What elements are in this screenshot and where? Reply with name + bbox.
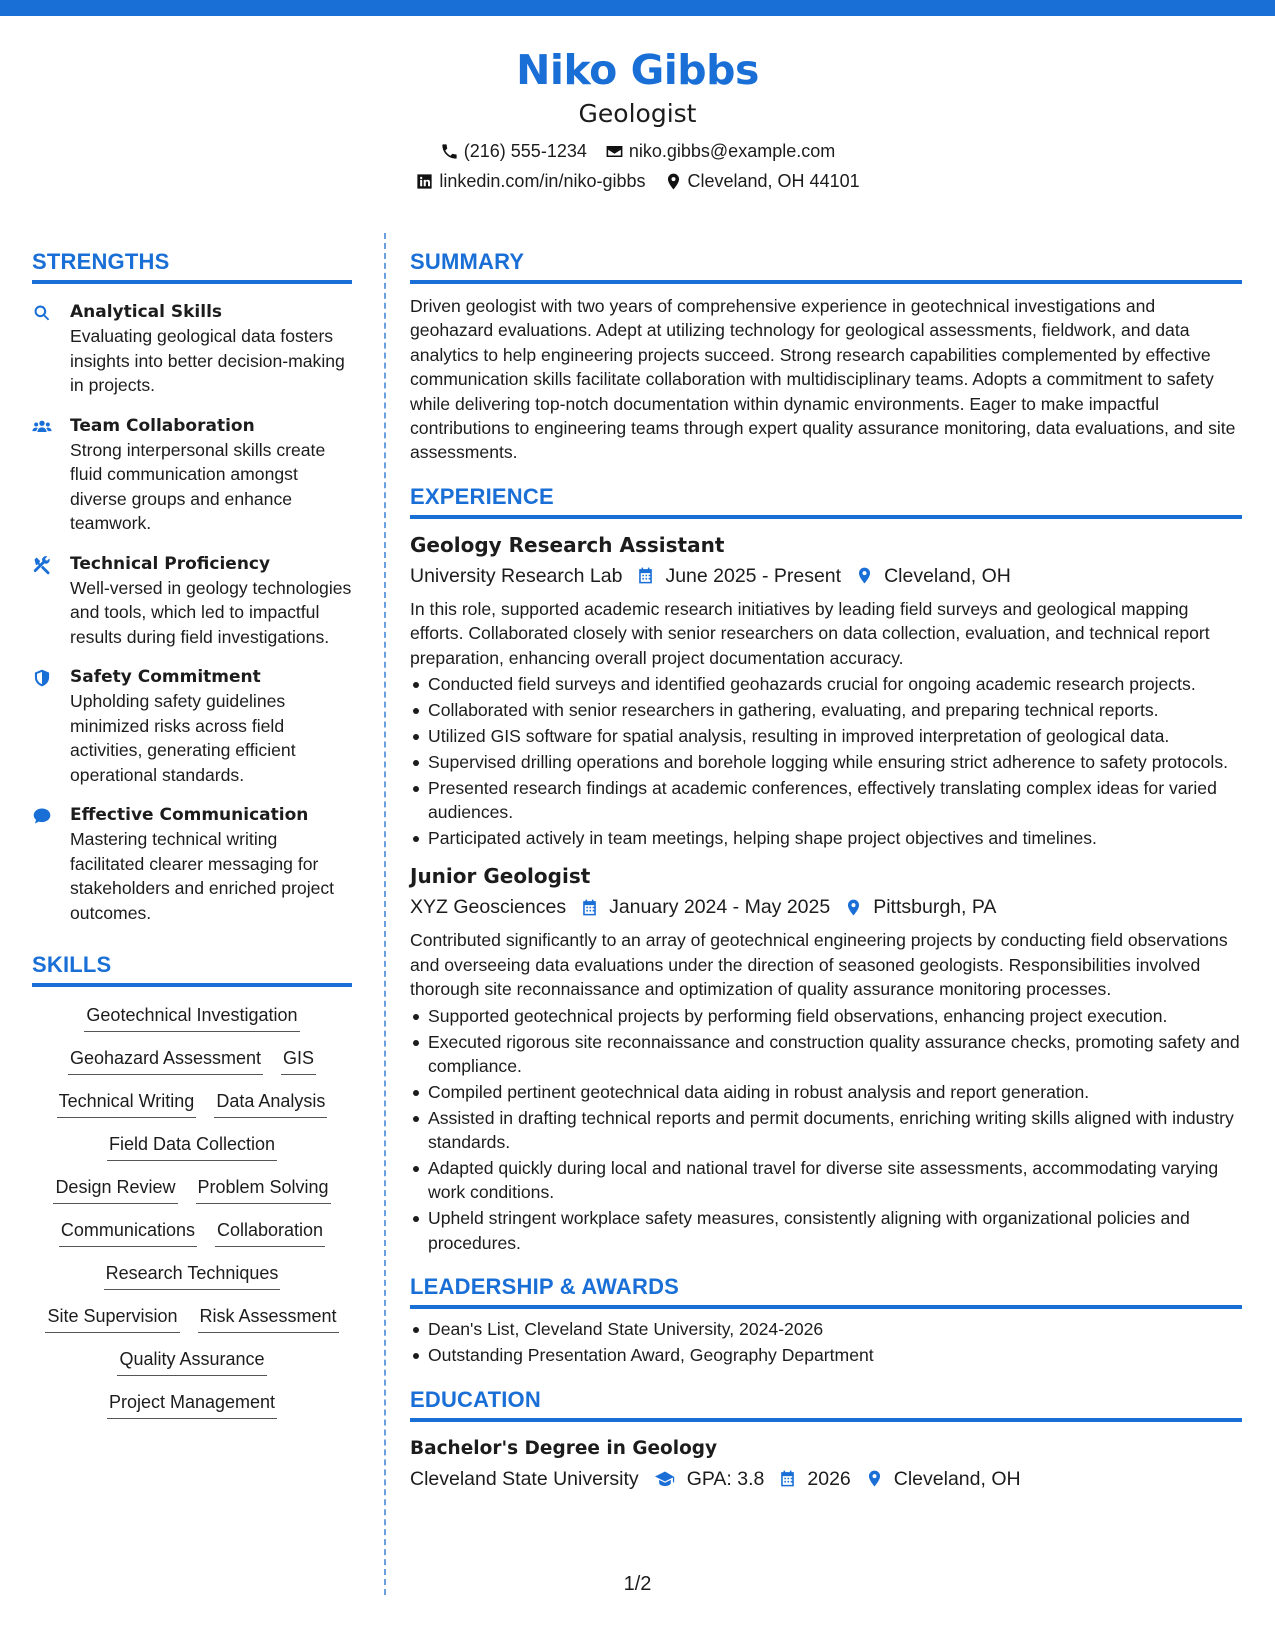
strength-title: Safety Commitment (70, 667, 261, 687)
job-description: In this role, supported academic research initiatives by leading field surveys and geological mapping efforts. Collaborated closely with senior researchers on data collection, evaluation, and technical report preparation, enhancing overall project documentation accuracy. (410, 598, 1210, 668)
calendar-icon (778, 1469, 797, 1488)
skill-tag: Field Data Collection (107, 1132, 277, 1161)
gpa (653, 1464, 765, 1494)
leadership-heading: LEADERSHIP & AWARDS (410, 1273, 1242, 1309)
users-icon (32, 417, 52, 437)
map-pin-icon (855, 566, 874, 585)
strength-item (32, 803, 352, 925)
linkedin-contact[interactable] (415, 166, 645, 196)
list-item: Presented research findings at academic conferences, effectively translating complex ideas for varied audiences. (410, 776, 1242, 825)
degree-title: Bachelor's Degree in Geology (410, 1437, 718, 1459)
list-item: Assisted in drafting technical reports and permit documents, enriching writing skills aligned with industry standards. (410, 1106, 1242, 1155)
list-item: Executed rigorous site reconnaissance and construction quality assurance checks, promoting safety and compliance. (410, 1030, 1242, 1079)
skill-tag: Geohazard Assessment (68, 1046, 263, 1075)
skill-row (45, 1304, 338, 1333)
job-bullets (410, 672, 1242, 850)
phone-text: (216) 555-1234 (463, 141, 587, 161)
skill-tag: Project Management (107, 1390, 277, 1419)
skill-row (107, 1390, 277, 1419)
shield-icon (32, 668, 52, 688)
strength-title: Technical Proficiency (70, 553, 271, 574)
strength-item (32, 414, 352, 536)
job-meta (410, 561, 1242, 591)
list-item: Supervised drilling operations and borehole logging while ensuring strict adherence to safety protocols. (410, 750, 1242, 774)
job-entry (410, 862, 1242, 1255)
skill-tag: Data Analysis (214, 1089, 327, 1118)
column-divider (384, 233, 386, 1595)
skills-list (32, 997, 352, 1419)
strength-desc: Evaluating geological data fosters insights into better decision-making in projects. (70, 326, 345, 395)
strength-desc: Upholding safety guidelines minimized risks across field activities, generating efficient operational standards. (70, 691, 296, 785)
tools-icon (32, 555, 52, 575)
job-dates-text: June 2025 - Present (665, 564, 842, 587)
job-location (855, 561, 1011, 591)
skill-tag: Technical Writing (57, 1089, 197, 1118)
skill-tag: Quality Assurance (117, 1347, 266, 1376)
job-description: Contributed significantly to an array of geotechnical engineering projects by conducting field observations and overseeing data evaluations under the direction of seasoned geologists. Responsibilities involved thorough site reconnaissance and optimization of quality assurance monitoring processes. (410, 930, 1228, 1000)
leadership-list (410, 1317, 1242, 1367)
job-bullets (410, 1004, 1242, 1256)
email-contact[interactable] (605, 136, 835, 166)
skill-tag: Problem Solving (196, 1175, 331, 1204)
school-name: Cleveland State University (410, 1467, 639, 1490)
job-org: University Research Lab (410, 564, 623, 587)
skill-row (84, 1003, 299, 1032)
job-entry (410, 531, 1242, 851)
map-pin-icon (865, 1469, 884, 1488)
skills-heading: SKILLS (32, 951, 352, 987)
candidate-role: Geologist (578, 99, 697, 128)
school-location-text: Cleveland, OH (893, 1467, 1021, 1490)
experience-heading: EXPERIENCE (410, 483, 1242, 519)
candidate-name: Niko Gibbs (516, 46, 759, 94)
map-pin-icon (664, 172, 683, 191)
strength-title: Team Collaboration (70, 415, 255, 436)
education-heading: EDUCATION (410, 1386, 1242, 1422)
list-item: Supported geotechnical projects by performing field observations, enhancing project execution. (410, 1004, 1242, 1028)
skill-tag: Communications (59, 1218, 197, 1247)
strength-title: Effective Communication (70, 805, 309, 825)
graduation-year-text: 2026 (807, 1467, 851, 1490)
skill-tag: Geotechnical Investigation (84, 1003, 299, 1032)
list-item: Compiled pertinent geotechnical data aiding in robust analysis and report generation. (410, 1080, 1242, 1104)
education-meta (410, 1464, 1242, 1494)
phone-icon (440, 142, 459, 161)
skill-tag: GIS (281, 1046, 316, 1075)
skill-row (57, 1089, 328, 1118)
linkedin-text[interactable]: linkedin.com/in/niko-gibbs (439, 171, 646, 191)
skill-row (68, 1046, 316, 1075)
strength-item (32, 665, 352, 787)
right-column (410, 248, 1242, 1494)
skill-row (59, 1218, 325, 1247)
strength-title: Analytical Skills (70, 302, 223, 322)
left-column (32, 248, 352, 1419)
skill-tag: Design Review (53, 1175, 177, 1204)
skill-tag: Site Supervision (45, 1304, 179, 1333)
location-text: Cleveland, OH 44101 (687, 171, 860, 191)
strength-desc: Mastering technical writing facilitated clearer messaging for stakeholders and enriched project outcomes. (70, 829, 335, 923)
list-item: Collaborated with senior researchers in gathering, evaluating, and preparing technical reports. (410, 698, 1242, 722)
skill-tag: Collaboration (215, 1218, 325, 1247)
list-item: Utilized GIS software for spatial analysis, resulting in improved interpretation of geological data. (410, 724, 1242, 748)
job-dates-text: January 2024 - May 2025 (609, 896, 831, 919)
job-dates (580, 892, 830, 922)
strength-item (32, 300, 352, 398)
location-contact (664, 166, 860, 196)
skill-tag: Risk Assessment (198, 1304, 339, 1333)
gpa-text: GPA: 3.8 (686, 1467, 765, 1490)
page-number: 1/2 (623, 1573, 652, 1595)
summary-heading: SUMMARY (410, 248, 1242, 284)
strength-desc: Well-versed in geology technologies and tools, which led to impactful results during field investigations. (70, 577, 352, 647)
contact-row-1 (0, 136, 1275, 166)
graduation-cap-icon (653, 1469, 677, 1489)
job-org: XYZ Geosciences (410, 896, 567, 919)
linkedin-icon (415, 172, 434, 191)
calendar-icon (580, 898, 599, 917)
list-item: Participated actively in team meetings, helping shape project objectives and timelines. (410, 826, 1242, 850)
envelope-icon (605, 142, 624, 161)
strength-item (32, 552, 352, 650)
list-item: Conducted field surveys and identified geohazards crucial for ongoing academic research projects. (410, 672, 1242, 696)
skill-row (107, 1132, 277, 1161)
resume-header (0, 42, 1275, 196)
strength-desc: Strong interpersonal skills create fluid communication amongst diverse groups and enhance teamwork. (70, 439, 326, 533)
map-pin-icon (844, 898, 863, 917)
email-text[interactable]: niko.gibbs@example.com (628, 141, 836, 161)
list-item: Adapted quickly during local and national travel for diverse site assessments, accommodating varying work conditions. (410, 1156, 1242, 1205)
summary-text: Driven geologist with two years of comprehensive experience in geotechnical investigations and geohazard evaluations. Adept at utilizing technology for geological assessments, fieldwork, and data analytics to help engineering projects succeed. Strong research capabilities complemented by effective communication skills facilitate collaboration with multidisciplinary teams. Adopts a commitment to safety while delivering top-notch documentation within dynamic environments. Eager to make impactful contributions to engineering teams through expert quality assurance monitoring, data evaluations, and site assessments. (410, 296, 1236, 463)
strengths-heading: STRENGTHS (32, 248, 352, 284)
skill-row (104, 1261, 281, 1290)
list-item: Dean's List, Cleveland State University, 2024-2026 (410, 1317, 1242, 1341)
skill-row (117, 1347, 266, 1376)
search-icon (32, 303, 52, 323)
skill-row (53, 1175, 330, 1204)
skill-tag: Research Techniques (104, 1261, 281, 1290)
top-accent-bar (0, 0, 1275, 16)
job-location-text: Cleveland, OH (884, 564, 1011, 587)
list-item: Outstanding Presentation Award, Geography Department (410, 1343, 1242, 1367)
job-location (844, 892, 996, 922)
list-item: Upheld stringent workplace safety measures, consistently aligning with organizational policies and procedures. (410, 1206, 1242, 1255)
phone-contact (440, 136, 587, 166)
school-location (865, 1464, 1021, 1494)
job-title: Geology Research Assistant (410, 532, 725, 557)
contact-row-2 (0, 166, 1275, 196)
chat-icon (32, 806, 52, 826)
job-dates (636, 561, 841, 591)
graduation-year (778, 1464, 850, 1494)
job-meta (410, 892, 1242, 922)
job-location-text: Pittsburgh, PA (873, 896, 997, 919)
calendar-icon (636, 566, 655, 585)
job-title: Junior Geologist (410, 864, 591, 889)
